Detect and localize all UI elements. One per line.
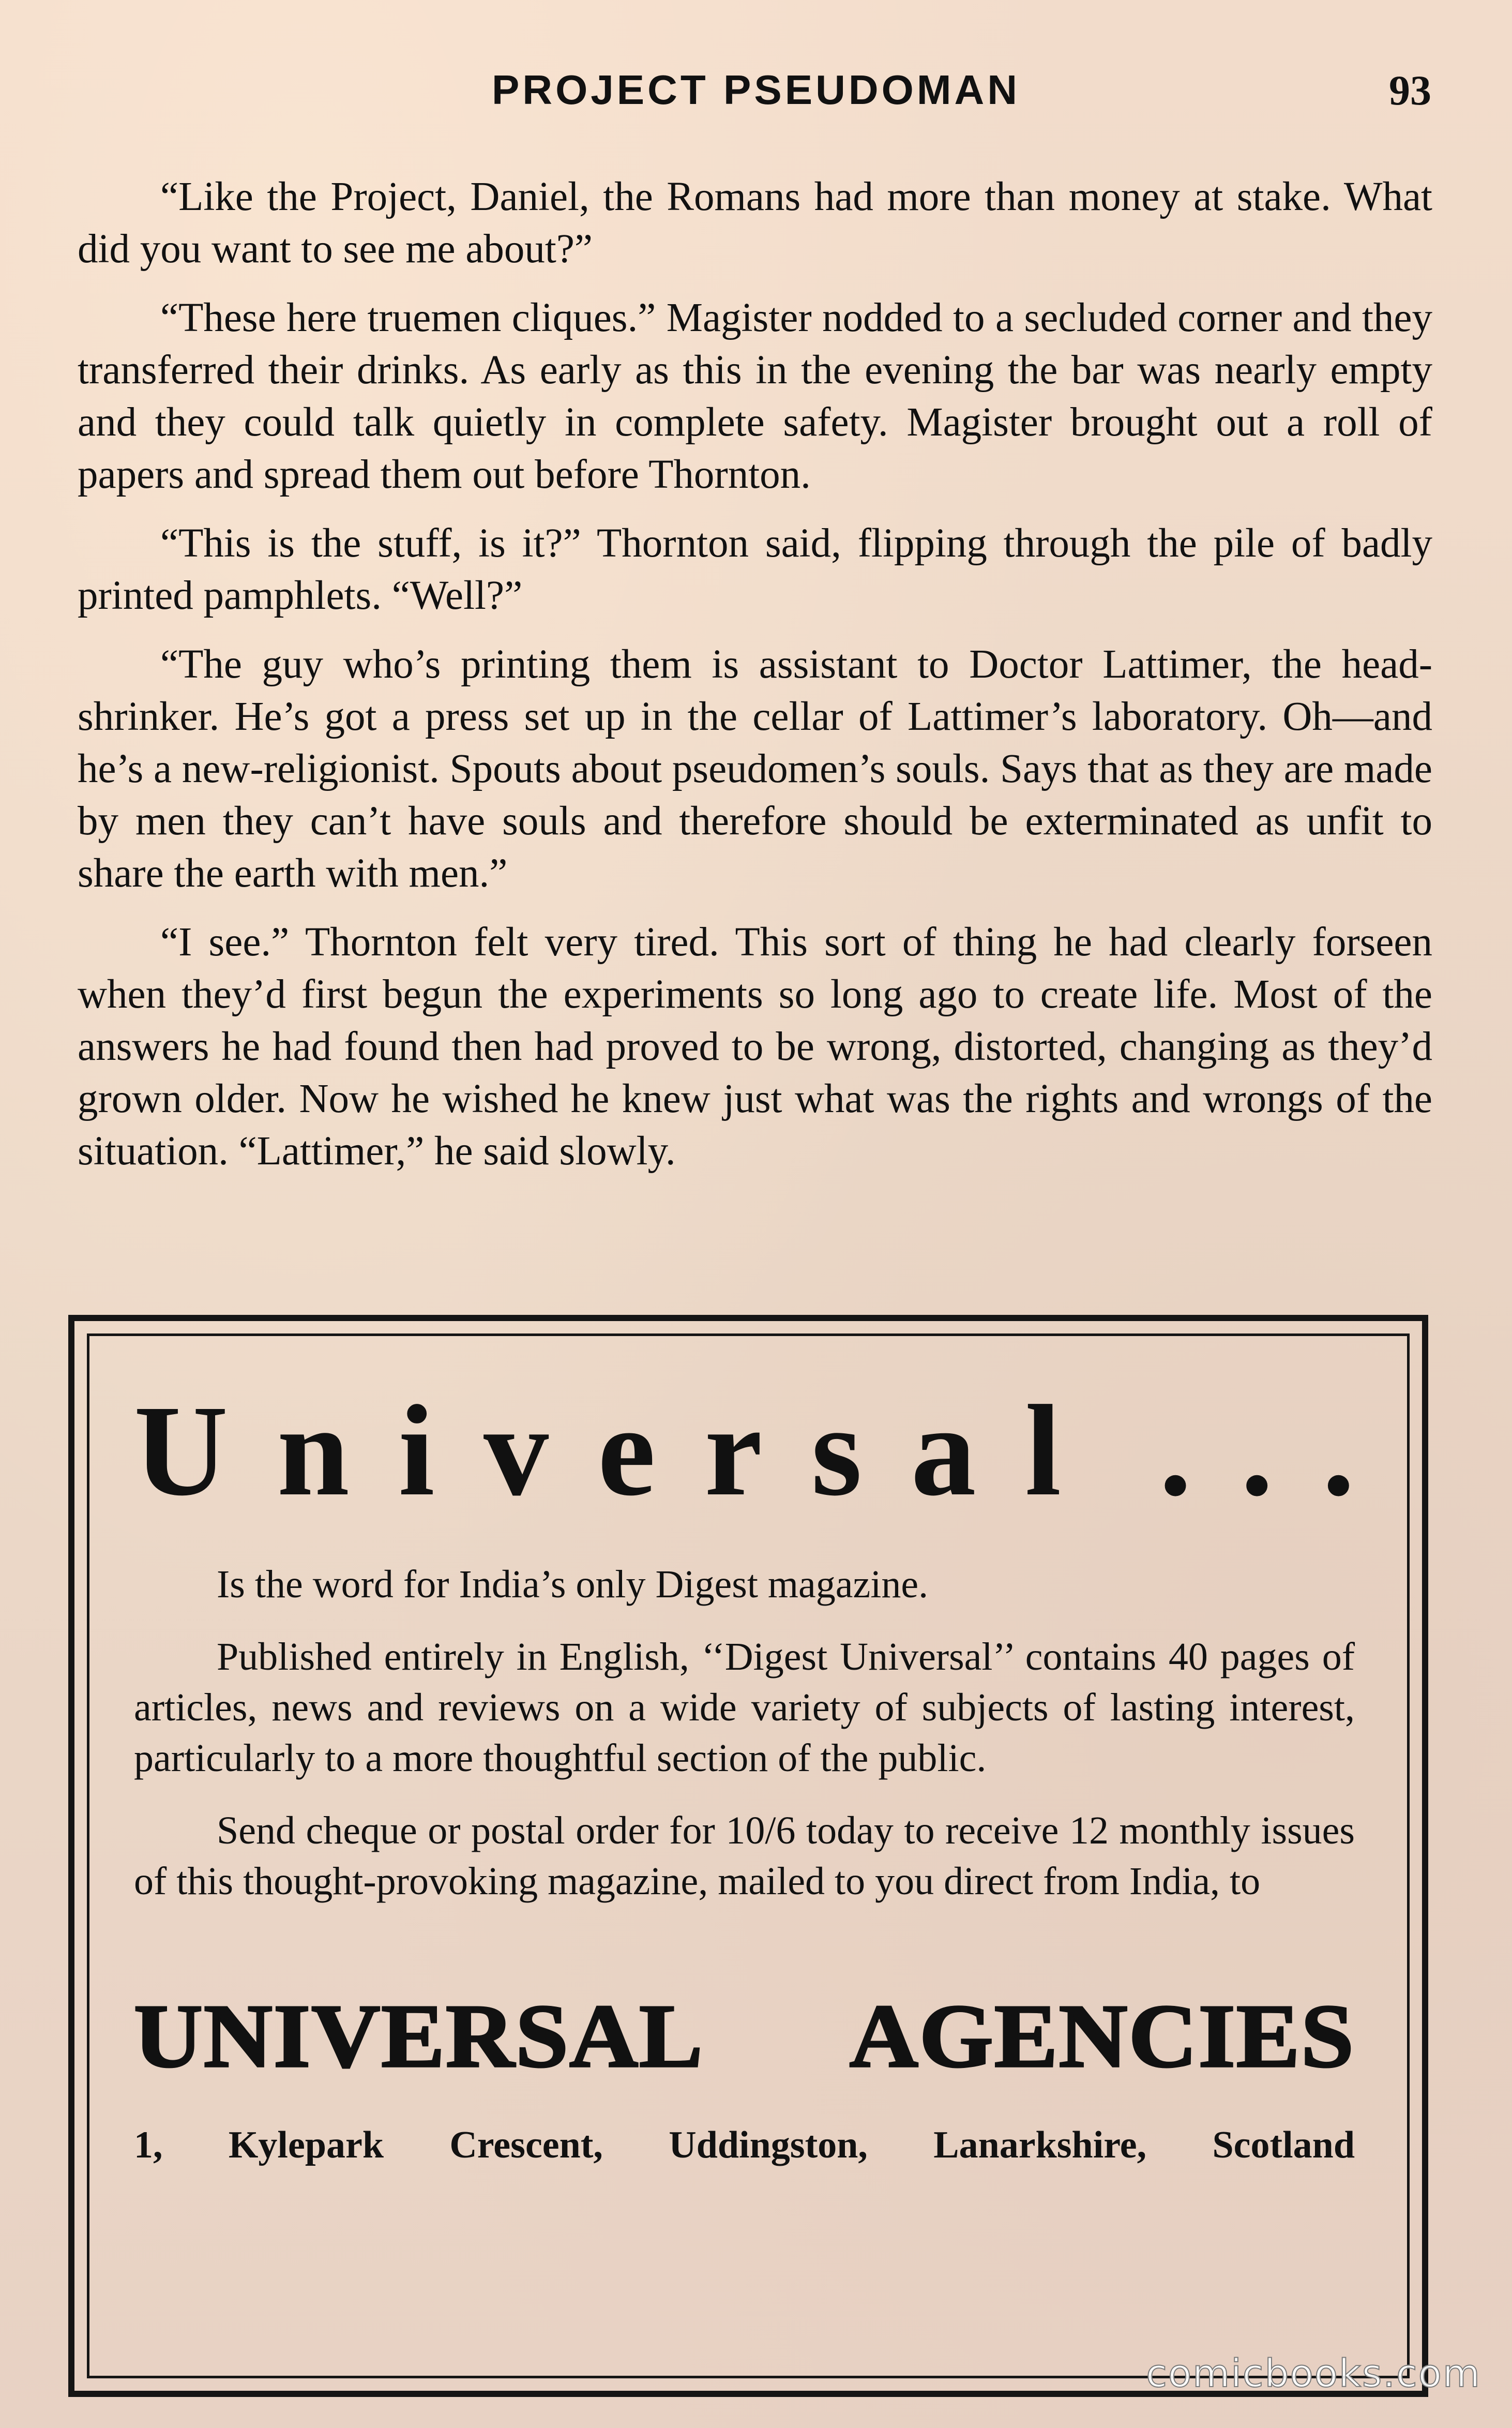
running-head [78, 62, 1434, 124]
ad-headline-letter: n [277, 1378, 350, 1523]
ad-headline-letter: s [811, 1378, 862, 1523]
ad-headline-letter: e [597, 1378, 656, 1523]
advertisement-content [134, 1378, 1355, 2168]
ad-headline-letter: . [1241, 1378, 1274, 1523]
ad-headline-letter: a [911, 1378, 976, 1523]
story-paragraph: “This is the stuff, is it?” Thornton said, flipping through the pile of badly printed pamphlets. “Well?” [78, 521, 1432, 618]
ad-paragraph: Is the word for India’s only Digest magazine. [217, 1563, 929, 1606]
ad-company-name: UNIVERSAL AGENCIES [134, 1986, 1355, 2086]
story-text [78, 171, 1432, 1194]
ad-headline-letter: v [483, 1378, 549, 1523]
ad-headline-letter: U [134, 1378, 228, 1523]
story-paragraph: “The guy who’s printing them is assistant to Doctor Lattimer, the head-shrinker. He’s got a press set up in the cellar of Lattimer’s laboratory. Oh—and he’s a new-religionist. Spouts about pseudomen’s souls. Says that as they are made by men they can’t have souls and therefore should be exterminated as unfit to share the earth with men.” [78, 642, 1432, 896]
ad-headline-letter: l [1025, 1378, 1062, 1523]
advertisement-box [68, 1315, 1428, 2397]
ad-paragraph: Send cheque or postal order for 10/6 today to receive 12 monthly issues of this thought-provoking magazine, mailed to you direct from India, to [134, 1809, 1355, 1903]
watermark: comicbooks.com [1146, 2351, 1481, 2396]
ad-headline-letter: i [398, 1378, 435, 1523]
ad-headline-letter: r [704, 1378, 763, 1523]
story-paragraph: “Like the Project, Daniel, the Romans had more than money at stake. What did you want to see me about?” [78, 174, 1432, 272]
ad-headline-letter: . [1159, 1378, 1192, 1523]
story-paragraph: “I see.” Thornton felt very tired. This sort of thing he had clearly forseen when they’d first begun the experiments so long ago to create life. Most of the answers he had found then had proved to be wrong, distorted, changing as they’d grown older. Now he wished he knew just what was the rights and wrongs of the situation. “Lattimer,” he said slowly. [78, 920, 1432, 1174]
story-paragraph: “These here truemen cliques.” Magister nodded to a secluded corner and they transferred their drinks. As early as this in the evening the bar was nearly empty and they could talk quietly in complete safety. Magister brought out a roll of papers and spread them out before Thornton. [78, 295, 1432, 497]
ad-headline [134, 1378, 1355, 1523]
page-number: 93 [1389, 67, 1431, 114]
ad-address: 1, Kylepark Crescent, Uddingston, Lanarkshire, Scotland [134, 2124, 1355, 2166]
ad-headline-letter: . [1322, 1378, 1355, 1523]
ad-paragraph: Published entirely in English, ‘‘Digest Universal’’ contains 40 pages of articles, news and reviews on a wide variety of subjects of lasting interest, particularly to a more thoughtful section of the public. [134, 1635, 1355, 1780]
running-title: PROJECT PSEUDOMAN [491, 67, 1021, 113]
